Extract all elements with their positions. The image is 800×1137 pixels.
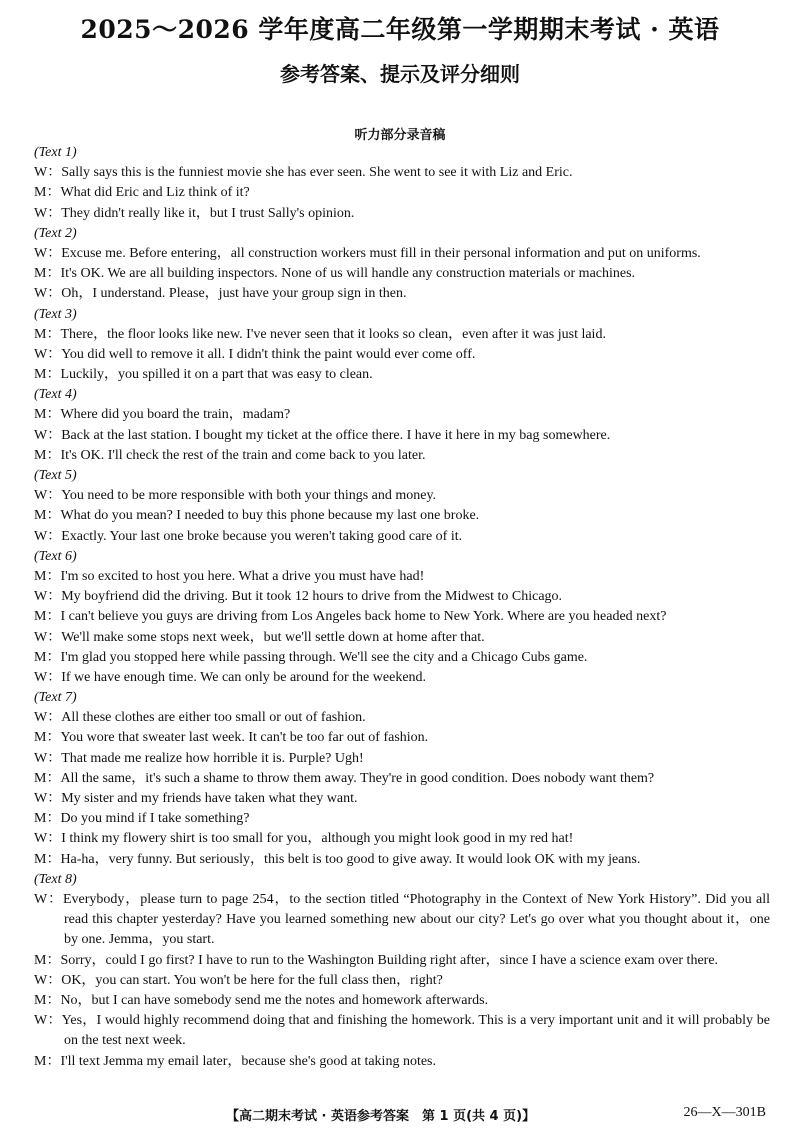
transcript — [34, 143, 770, 1072]
transcript-line: W：They didn't really like it，but I trust Sally's opinion. — [34, 205, 355, 221]
text-section-label: (Text 6) — [34, 548, 77, 564]
page-subtitle: 参考答案、提示及评分细则 — [280, 62, 520, 86]
footer-code: 26—X—301B — [683, 1105, 766, 1120]
transcript-line: M：It's OK. I'll check the rest of the train and come back to you later. — [34, 447, 426, 463]
transcript-line: W：I think my flowery shirt is too small for you，although you might look good in my red hat! — [34, 831, 574, 847]
transcript-line: M：No，but I can have somebody send me the notes and homework afterwards. — [34, 992, 489, 1008]
transcript-line: W：Oh，I understand. Please，just have your group sign in then. — [34, 286, 407, 302]
text-section-label: (Text 4) — [34, 387, 77, 403]
transcript-line: W：Sally says this is the funniest movie she has ever seen. She went to see it with Liz and Eric. — [34, 165, 573, 181]
transcript-line: M：I'm so excited to host you here. What a drive you must have had! — [34, 568, 425, 584]
transcript-line: W：Yes，I would highly recommend doing that and finishing the homework. This is a very important unit and it will probably be on the test next week. — [34, 1013, 770, 1049]
transcript-line: M：What do you mean? I needed to buy this phone because my last one broke. — [34, 508, 480, 524]
transcript-line: M：There，the floor looks like new. I've never seen that it looks so clean，even after it was just laid. — [34, 326, 606, 342]
page-footer — [0, 1101, 800, 1125]
transcript-line: M：All the same，it's such a shame to throw them away. They're in good condition. Does nobody want them? — [34, 770, 655, 786]
transcript-line: M：It's OK. We are all building inspectors. None of us will handle any construction materials or machines. — [34, 266, 636, 282]
transcript-line: M：Sorry，could I go first? I have to run to the Washington Building right after，since I have a science exam over there. — [34, 952, 719, 968]
text-section-label: (Text 1) — [34, 145, 77, 160]
transcript-line: M：What did Eric and Liz think of it? — [34, 185, 250, 201]
footer-page-info: 【高二期末考试 · 英语参考答案 第 1 页(共 4 页)】 — [226, 1109, 536, 1124]
text-section-label: (Text 2) — [34, 225, 77, 241]
transcript-line: M：I'll text Jemma my email later，because she's good at taking notes. — [34, 1053, 437, 1069]
transcript-line: M：You wore that sweater last week. It can't be too far out of fashion. — [34, 730, 429, 746]
transcript-line: M：Luckily，you spilled it on a part that was easy to clean. — [34, 367, 373, 383]
transcript-line: W：We'll make some stops next week，but we'll settle down at home after that. — [34, 629, 485, 645]
transcript-line: W：If we have enough time. We can only be around for the weekend. — [34, 669, 427, 685]
transcript-line: W：You did well to remove it all. I didn't think the paint would ever come off. — [34, 346, 476, 362]
transcript-line: W：Exactly. Your last one broke because you weren't taking good care of it. — [34, 528, 463, 544]
text-section-label: (Text 7) — [34, 690, 77, 706]
text-section-label: (Text 5) — [34, 468, 77, 484]
page-title: 2025～2026 学年度高二年级第一学期期末考试 · 英语 — [80, 15, 720, 44]
text-section-label: (Text 3) — [34, 306, 77, 322]
transcript-line: W：Back at the last station. I bought my ticket at the office there. I have it here in my bag somewhere. — [34, 427, 611, 443]
transcript-line: W：My sister and my friends have taken what they want. — [34, 791, 358, 807]
transcript-line: W：All these clothes are either too small or out of fashion. — [34, 710, 366, 726]
transcript-line: M：I can't believe you guys are driving from Los Angeles back home to New York. Where are you headed next? — [34, 609, 667, 625]
transcript-line: M：Do you mind if I take something? — [34, 811, 250, 827]
transcript-line: M：I'm glad you stopped here while passing through. We'll see the city and a Chicago Cubs game. — [34, 649, 588, 665]
transcript-line: W：My boyfriend did the driving. But it took 12 hours to drive from the Midwest to Chicago. — [34, 589, 563, 605]
section-title: 听力部分录音稿 — [354, 128, 446, 143]
transcript-line: W：That made me realize how horrible it is. Purple? Ugh! — [34, 750, 364, 766]
text-section-label: (Text 8) — [34, 871, 77, 887]
transcript-line: W：You need to be more responsible with both your things and money. — [34, 488, 437, 504]
transcript-line: W：OK，you can start. You won't be here for the full class then，right? — [34, 972, 443, 988]
transcript-line: M：Ha-ha，very funny. But seriously，this belt is too good to give away. It would look OK with my jeans. — [34, 851, 641, 867]
transcript-line: M：Where did you board the train，madam? — [34, 407, 291, 423]
transcript-line: W：Excuse me. Before entering，all construction workers must fill in their personal information and put on uniforms. — [34, 245, 701, 261]
transcript-line: W：Everybody，please turn to page 254，to the section titled “Photography in the Context of New York History”. Did you all read this chapter yesterday? Have you learned something new about our city? Let's go over what you thought about it，one by one. Jemma，you start. — [34, 891, 770, 948]
